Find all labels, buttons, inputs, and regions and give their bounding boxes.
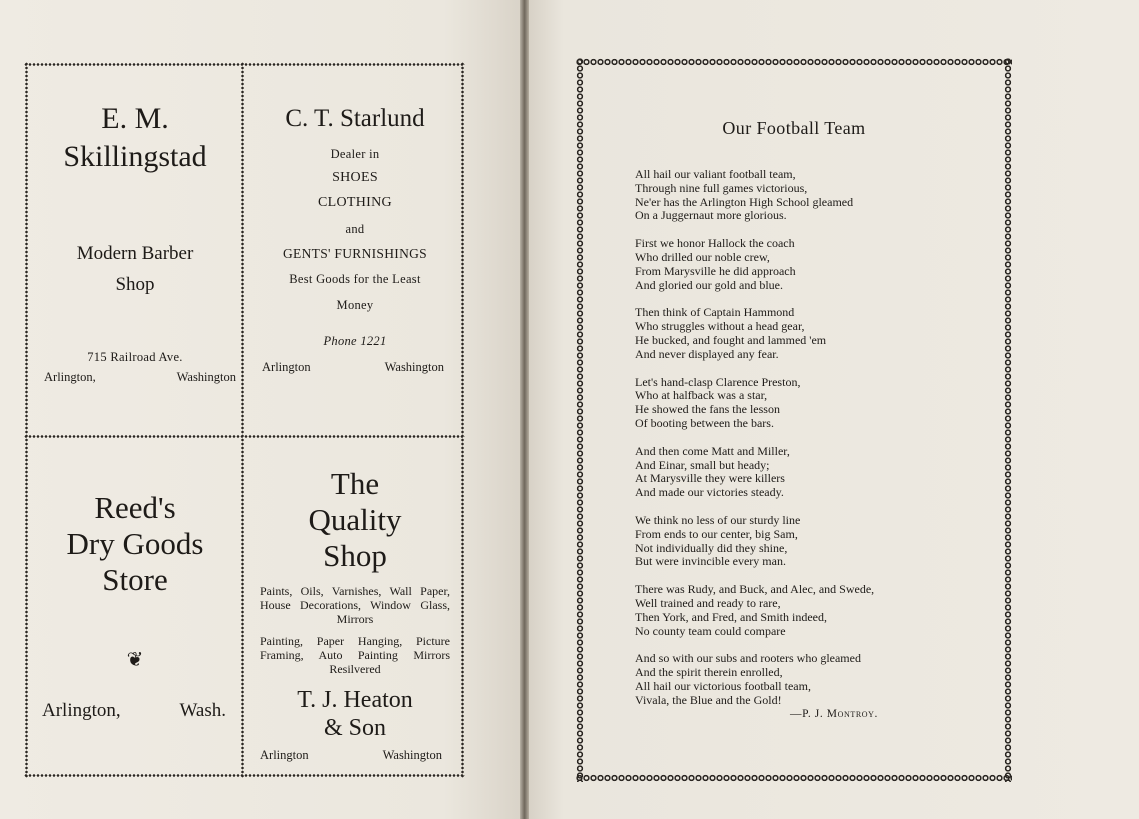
ad-skillingstad-address: 715 Railroad Ave. <box>87 350 183 364</box>
poem-stanza <box>635 306 995 361</box>
poem-line: Through nine full games victorious, <box>635 180 808 195</box>
ad-skillingstad-state: Washington <box>176 370 236 384</box>
poem-line: Let's hand-clasp Clarence Preston, <box>635 374 801 389</box>
ad-starlund-line2: SHOES <box>332 170 378 185</box>
ad-reeds-line1: Reed's <box>94 490 176 525</box>
ad-skillingstad-city: Arlington, <box>44 370 96 384</box>
ad-quality-owner1: T. J. Heaton <box>297 687 413 713</box>
ad-quality-state: Washington <box>382 748 442 762</box>
poem-line: Then think of Captain Hammond <box>635 305 795 320</box>
ad-reeds <box>32 490 238 722</box>
poem-line: And made our victories steady. <box>635 485 784 500</box>
fleuron-ornament-icon: ❦ <box>126 649 144 671</box>
ad-reeds-city: Arlington, <box>42 700 121 721</box>
ad-starlund-phone: Phone 1221 <box>323 334 387 348</box>
frame-border-left <box>576 58 584 782</box>
poem-line: All hail our victorious football team, <box>635 678 811 693</box>
poem-line: On a Juggernaut more glorious. <box>635 208 787 223</box>
ad-starlund-state: Washington <box>384 360 444 374</box>
poem-stanza <box>635 583 995 638</box>
poem-line: Who at halfback was a star, <box>635 388 768 403</box>
poem-stanza <box>635 445 995 500</box>
poem-line: At Marysville they were killers <box>635 471 785 486</box>
poem-line: And gloried our gold and blue. <box>635 277 783 292</box>
ad-starlund-line7: Money <box>336 298 374 312</box>
poem-line: No county team could compare <box>635 623 786 638</box>
poem-line: Then York, and Fred, and Smith indeed, <box>635 609 827 624</box>
poem-line: Of booting between the bars. <box>635 415 774 430</box>
frame-border-top <box>576 58 1012 66</box>
poem-line: Who drilled our noble crew, <box>635 249 770 264</box>
ad-starlund-line6: Best Goods for the Least <box>289 272 421 286</box>
poem-signature: —P. J. Montroy. <box>790 708 879 720</box>
ad-quality-desc1: Paints, Oils, Varnishes, Wall Paper, House Decorations, Window Glass, Mirrors <box>260 584 450 626</box>
grid-border-right <box>460 62 465 778</box>
ad-skillingstad <box>32 100 238 385</box>
ad-skillingstad-service-line1: Modern Barber <box>76 243 194 264</box>
ad-starlund-line5: GENTS' FURNISHINGS <box>283 246 427 261</box>
ad-skillingstad-service-line2: Shop <box>115 274 155 295</box>
grid-border-center <box>240 62 245 778</box>
poem-line: Vivala, the Blue and the Gold! <box>635 692 782 707</box>
poem-line: And Einar, small but heady; <box>635 457 770 472</box>
poem-line: He bucked, and fought and lammed 'em <box>635 332 827 347</box>
poem-line: Ne'er has the Arlington High School gleamed <box>635 194 854 209</box>
poem-stanza <box>635 652 995 707</box>
ad-reeds-line3: Store <box>102 562 168 597</box>
ad-quality-city: Arlington <box>260 748 309 762</box>
ad-quality-title1: The <box>330 466 380 501</box>
ad-starlund-line4: and <box>345 222 365 236</box>
poem-stanza <box>635 237 995 292</box>
poem-line: And so with our subs and rooters who gleamed <box>635 651 861 666</box>
poem-line: And never displayed any fear. <box>635 346 779 361</box>
poem-line: He showed the fans the lesson <box>635 402 780 417</box>
ad-skillingstad-name-line2: Skillingstad <box>63 140 207 173</box>
poem-stanza <box>635 376 995 431</box>
poem-line: Who struggles without a head gear, <box>635 319 805 334</box>
poem-stanza <box>635 168 995 223</box>
poem-line: From ends to our center, big Sam, <box>635 526 798 541</box>
ad-starlund <box>250 104 460 375</box>
ad-starlund-city: Arlington <box>262 360 311 374</box>
ad-quality-title2: Quality <box>308 502 402 537</box>
poem-line: And the spirit therein enrolled, <box>635 665 783 680</box>
frame-border-bottom <box>576 774 1012 782</box>
poem-stanza <box>635 514 995 569</box>
ad-starlund-line3: CLOTHING <box>318 195 392 210</box>
ad-starlund-line1: Dealer in <box>330 147 380 161</box>
poem-line: There was Rudy, and Buck, and Alec, and Swede, <box>635 582 875 597</box>
ad-quality-desc2: Painting, Paper Hanging, Picture Framing, Auto Painting Mirrors Resilvered <box>260 634 450 676</box>
ad-reeds-line2: Dry Goods <box>66 526 204 561</box>
ad-quality-shop <box>250 466 460 763</box>
ad-quality-owner2: & Son <box>323 715 386 741</box>
poem-line: Well trained and ready to rare, <box>635 595 781 610</box>
grid-border-left <box>24 62 29 778</box>
poem-line: Not individually did they shine, <box>635 540 788 555</box>
poem-line: And then come Matt and Miller, <box>635 443 790 458</box>
poem-line: First we honor Hallock the coach <box>635 236 795 251</box>
frame-border-right <box>1004 58 1012 782</box>
poem-line: We think no less of our sturdy line <box>635 512 801 527</box>
poem-body <box>635 168 995 722</box>
poem-line: From Marysville he did approach <box>635 263 796 278</box>
ad-skillingstad-name-line1: E. M. <box>101 102 169 135</box>
book-gutter <box>520 0 529 819</box>
ad-starlund-name: C. T. Starlund <box>285 105 425 132</box>
poem-title: Our Football Team <box>722 118 866 138</box>
poem-line: But were invincible every man. <box>635 554 786 569</box>
ad-quality-title3: Shop <box>323 538 387 573</box>
poem-line: All hail our valiant football team, <box>635 167 796 181</box>
ad-reeds-state: Wash. <box>179 700 226 721</box>
